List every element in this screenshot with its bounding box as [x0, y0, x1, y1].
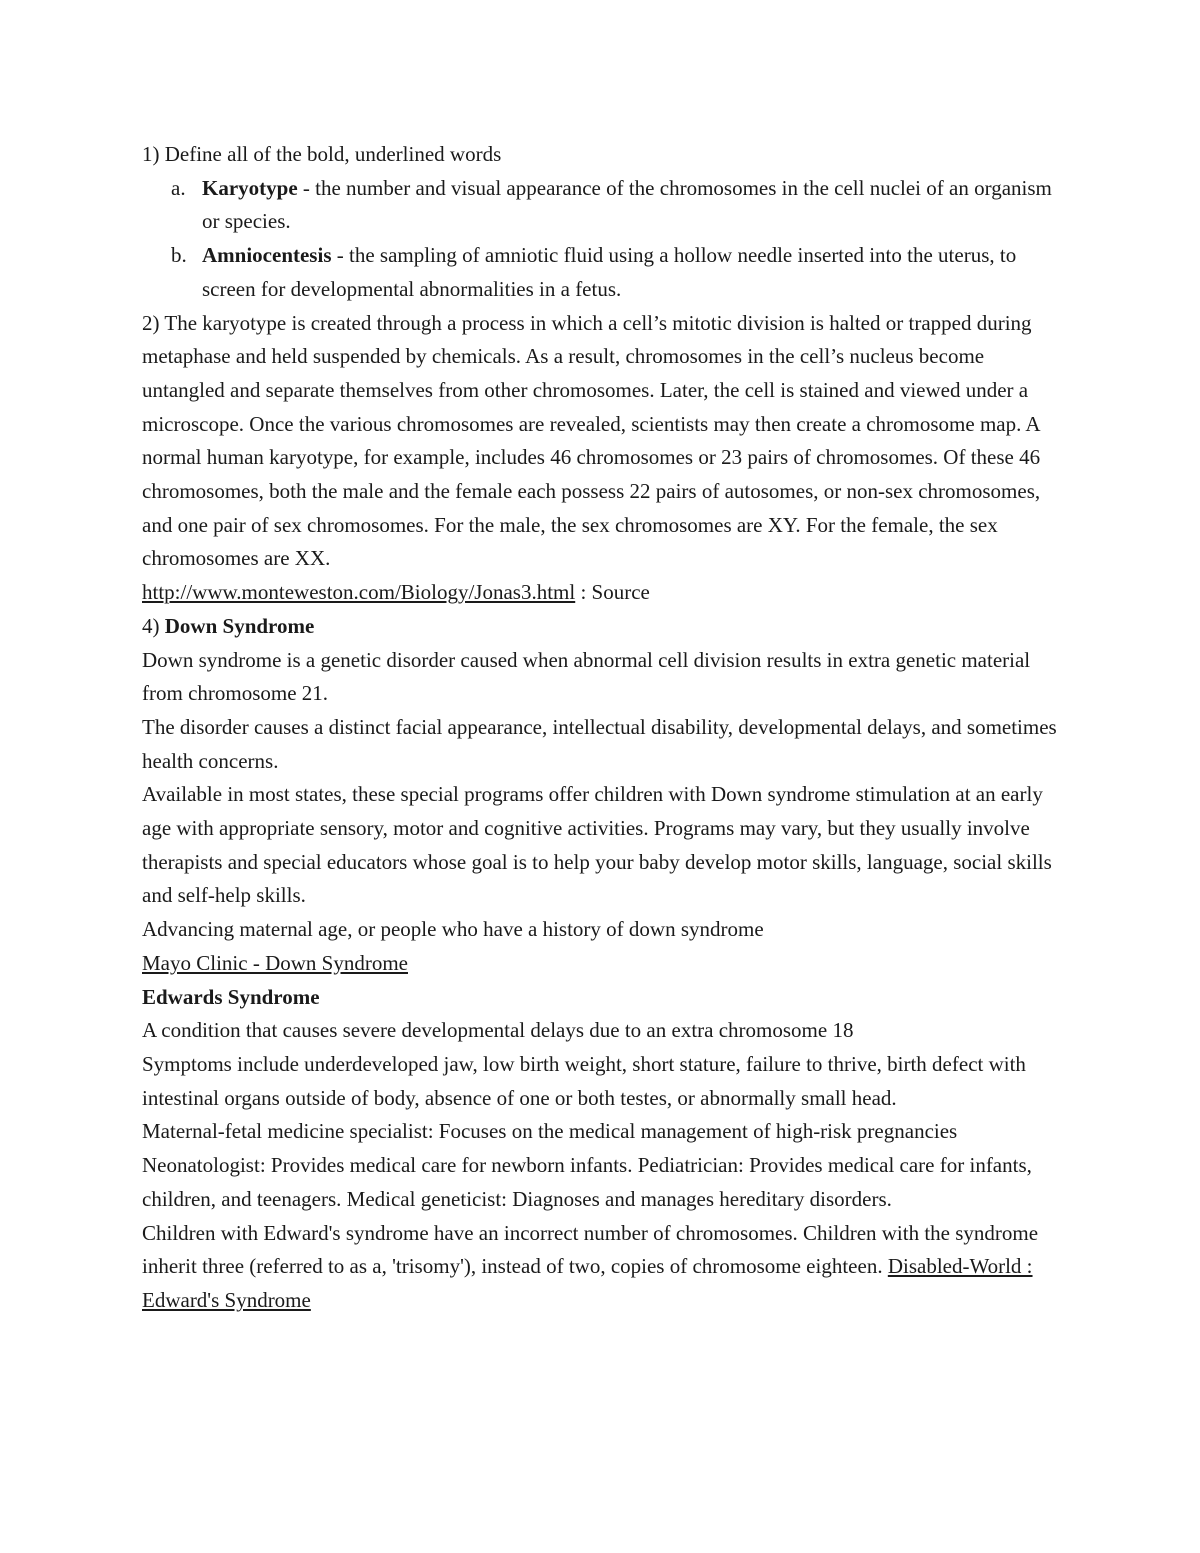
question-number: 4)	[142, 613, 165, 638]
definition-text: - the sampling of amniotic fluid using a hollow needle inserted into the uterus, to screen for developmental abnormalities in a fetus.	[202, 243, 1017, 301]
heading-text: Down Syndrome	[164, 613, 315, 638]
source-line	[142, 576, 1067, 610]
disabled-world-link[interactable]: Disabled-World : Edward's Syndrome	[142, 1254, 1033, 1312]
down-paragraph: Advancing maternal age, or people who have a history of down syndrome	[142, 917, 764, 942]
term-amniocentesis: Amniocentesis	[202, 243, 332, 268]
definition-text: - the number and visual appearance of the chromosomes in the cell nuclei of an organism or species.	[202, 175, 1052, 234]
edwards-paragraph: Neonatologist: Provides medical care for newborn infants. Pediatrician: Provides medical care for infants, children, and teenagers. Medical geneticist: Diagnoses and manages hereditary disorders.	[142, 1153, 1032, 1211]
definition-karyotype	[142, 172, 1067, 239]
down-paragraph: Down syndrome is a genetic disorder caused when abnormal cell division results in extra genetic material from chromosome 21.	[142, 647, 1031, 706]
definition-amniocentesis	[142, 239, 1067, 306]
edwards-paragraph-text: Children with Edward's syndrome have an incorrect number of chromosomes. Children with the syndrome inherit three (referred to as a, 'trisomy'), instead of two, copies of chromosome eighteen.	[142, 1220, 1039, 1279]
list-letter: b.	[171, 243, 187, 268]
term-karyotype: Karyotype	[202, 175, 298, 200]
document-page	[142, 138, 1067, 1318]
down-paragraph: The disorder causes a distinct facial appearance, intellectual disability, developmental delays, and sometimes health concerns.	[142, 714, 1057, 773]
down-paragraph: Available in most states, these special programs offer children with Down syndrome stimulation at an early age with appropriate sensory, motor and cognitive activities. Programs may vary, but they usually involve therapists and special educators whose goal is to help your baby develop motor skills, language, social skills and self-help skills.	[142, 782, 1052, 908]
question-1-prompt: 1) Define all of the bold, underlined words	[142, 142, 502, 166]
edwards-paragraph: Symptoms include underdeveloped jaw, low birth weight, short stature, failure to thrive, birth defect with intestinal organs outside of body, absence of one or both testes, or abnormally small head.	[142, 1051, 1026, 1110]
source-label: : Source	[575, 580, 650, 605]
list-letter: a.	[171, 175, 186, 200]
edwards-syndrome-heading	[142, 981, 1067, 1015]
source-link[interactable]: http://www.monteweston.com/Biology/Jonas3.html	[142, 580, 576, 605]
question-2-answer: 2) The karyotype is created through a process in which a cell’s mitotic division is halted or trapped during metaphase and held suspended by chemicals. As a result, chromosomes in the cell’s nucleus become untangled and separate themselves from other chromosomes. Later, the cell is stained and viewed under a microscope. Once the various chromosomes are revealed, scientists may then create a chromosome map. A normal human karyotype, for example, includes 46 chromosomes or 23 pairs of chromosomes. Of these 46 chromosomes, both the male and the female each possess 22 pairs of autosomes, or non-sex chromosomes, and one pair of sex chromosomes. For the male, the sex chromosomes are XY. For the female, the sex chromosomes are XX.	[142, 310, 1041, 571]
edwards-last-paragraph	[142, 1217, 1067, 1318]
mayo-link-line	[142, 947, 1067, 981]
mayo-clinic-link[interactable]: Mayo Clinic - Down Syndrome	[142, 950, 408, 975]
edwards-paragraph: A condition that causes severe developmental delays due to an extra chromosome 18	[142, 1018, 854, 1043]
down-syndrome-heading	[142, 610, 1067, 644]
heading-text: Edwards Syndrome	[142, 984, 320, 1009]
edwards-paragraph: Maternal-fetal medicine specialist: Focuses on the medical management of high-risk pregnancies	[142, 1119, 958, 1144]
